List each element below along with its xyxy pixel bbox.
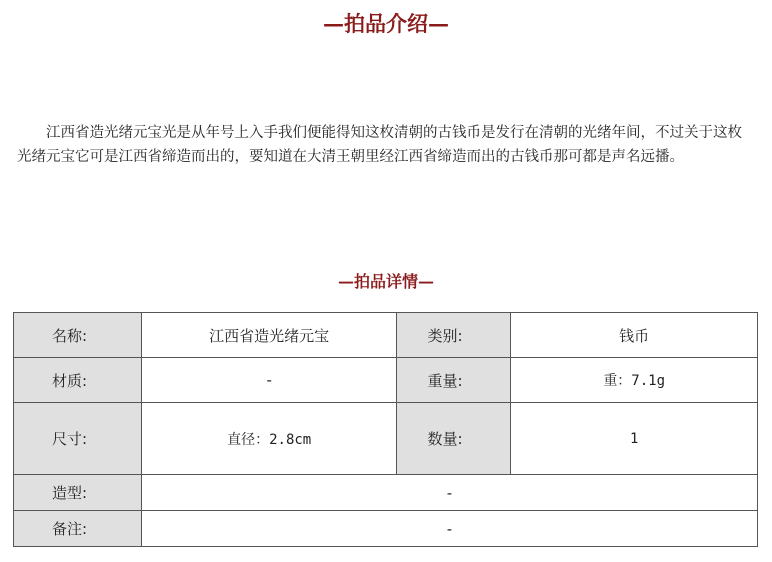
details-table	[13, 312, 758, 547]
weight-label: 重量:	[397, 358, 511, 403]
table-row	[14, 475, 758, 511]
category-value: 钱币	[511, 313, 758, 358]
quantity-label: 数量:	[397, 403, 511, 475]
note-value: -	[141, 511, 757, 547]
name-label: 名称:	[14, 313, 142, 358]
weight-value: 重：7.1g	[511, 358, 758, 403]
size-label: 尺寸:	[14, 403, 142, 475]
table-row	[14, 313, 758, 358]
details-subtitle: —拍品详情—	[337, 272, 434, 291]
shape-label: 造型:	[14, 475, 142, 511]
table-row	[14, 358, 758, 403]
quantity-value: 1	[511, 403, 758, 475]
category-label: 类别:	[397, 313, 511, 358]
intro-paragraph: 江西省造光绪元宝光是从年号上入手我们便能得知这枚清朝的古钱币是发行在清朝的光绪年间，不过关于这枚光绪元宝它可是江西省缔造而出的，要知道在大清王朝里经江西省缔造而出的古钱币那可都是声名远播。	[17, 124, 742, 165]
table-row	[14, 511, 758, 547]
shape-value: -	[141, 475, 757, 511]
table-row	[14, 403, 758, 475]
name-value: 江西省造光绪元宝	[141, 313, 397, 358]
material-value: -	[141, 358, 397, 403]
note-label: 备注:	[14, 511, 142, 547]
material-label: 材质:	[14, 358, 142, 403]
size-value: 直径：2.8cm	[141, 403, 397, 475]
page-title: —拍品介绍—	[323, 11, 449, 36]
